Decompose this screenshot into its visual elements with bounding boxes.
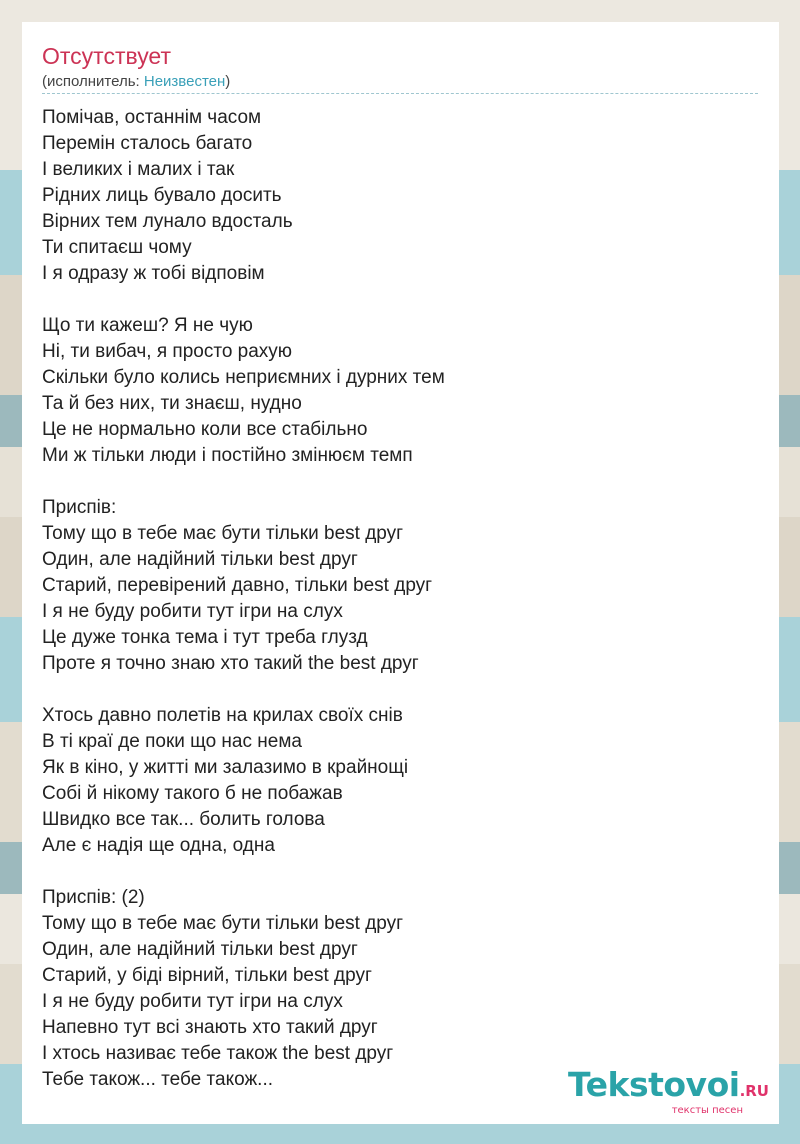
lyric-line: Приспів: bbox=[42, 497, 117, 518]
lyric-line: Помічав, останнім часом bbox=[42, 107, 262, 128]
lyric-line: Як в кіно, у житті ми залазимо в крайнощі bbox=[42, 757, 409, 778]
lyric-line: І я одразу ж тобі відповім bbox=[42, 263, 265, 284]
song-title: Отсутствует bbox=[42, 43, 171, 69]
lyric-line: В ті краї де поки що нас нема bbox=[42, 731, 302, 752]
lyric-line bbox=[42, 469, 758, 495]
lyric-line: Вірних тем лунало вдосталь bbox=[42, 211, 293, 232]
lyric-line: Один, але надійний тільки best друг bbox=[42, 939, 358, 960]
lyric-line bbox=[42, 287, 758, 313]
lyric-line: Та й без них, ти знаєш, нудно bbox=[42, 393, 302, 414]
lyric-line: Тебе також... тебе також... bbox=[42, 1069, 274, 1090]
lyric-line: Старий, перевірений давно, тільки best друг bbox=[42, 575, 433, 596]
lyrics-card bbox=[22, 22, 779, 1124]
lyric-line: І я не буду робити тут ігри на слух bbox=[42, 991, 343, 1012]
site-logo[interactable] bbox=[559, 1067, 769, 1116]
logo-tld: .RU bbox=[739, 1082, 769, 1100]
lyric-line: Ти спитаєш чому bbox=[42, 237, 192, 258]
lyric-line: Один, але надійний тільки best друг bbox=[42, 549, 358, 570]
lyric-line bbox=[42, 677, 758, 703]
lyric-line: І я не буду робити тут ігри на слух bbox=[42, 601, 343, 622]
lyrics-text bbox=[42, 105, 758, 1093]
lyric-line: Тому що в тебе має бути тільки best друг bbox=[42, 523, 404, 544]
lyric-line: Це не нормально коли все стабільно bbox=[42, 419, 368, 440]
lyric-line: І великих і малих і так bbox=[42, 159, 235, 180]
lyric-line: Хтось давно полетів на крилах своїх снів bbox=[42, 705, 403, 726]
logo-tagline: тексты песен bbox=[671, 1105, 743, 1116]
lyric-line: Скільки було колись неприємних і дурних тем bbox=[42, 367, 445, 388]
lyric-line: Собі й нікому такого б не побажав bbox=[42, 783, 343, 804]
lyric-line: Ні, ти вибач, я просто рахую bbox=[42, 341, 293, 362]
lyric-line bbox=[42, 859, 758, 885]
subtitle-suffix: ) bbox=[225, 73, 231, 90]
lyric-line: Приспів: (2) bbox=[42, 887, 145, 908]
header-divider bbox=[42, 93, 758, 94]
lyric-line: Ми ж тільки люди і постійно змінюєм темп bbox=[42, 445, 413, 466]
lyric-line: Перемін сталось багато bbox=[42, 133, 253, 154]
lyric-line: Але є надія ще одна, одна bbox=[42, 835, 275, 856]
lyric-line: Тому що в тебе має бути тільки best друг bbox=[42, 913, 404, 934]
lyric-line: Напевно тут всі знають хто такий друг bbox=[42, 1017, 378, 1038]
lyric-line: Це дуже тонка тема і тут треба глузд bbox=[42, 627, 368, 648]
lyric-line: Що ти кажеш? Я не чую bbox=[42, 315, 253, 336]
lyric-line: Старий, у біді вірний, тільки best друг bbox=[42, 965, 372, 986]
subtitle-prefix: (исполнитель: bbox=[42, 73, 144, 90]
lyric-line: Проте я точно знаю хто такий the best друг bbox=[42, 653, 419, 674]
lyric-line: І хтось називає тебе також the best друг bbox=[42, 1043, 394, 1064]
lyric-line: Рідних лиць бувало досить bbox=[42, 185, 282, 206]
logo-wordmark bbox=[559, 1067, 769, 1109]
song-subtitle bbox=[42, 72, 230, 92]
artist-link[interactable]: Неизвестен bbox=[143, 73, 226, 90]
logo-name: Tekstovoi bbox=[568, 1065, 740, 1104]
lyric-line: Швидко все так... болить голова bbox=[42, 809, 325, 830]
